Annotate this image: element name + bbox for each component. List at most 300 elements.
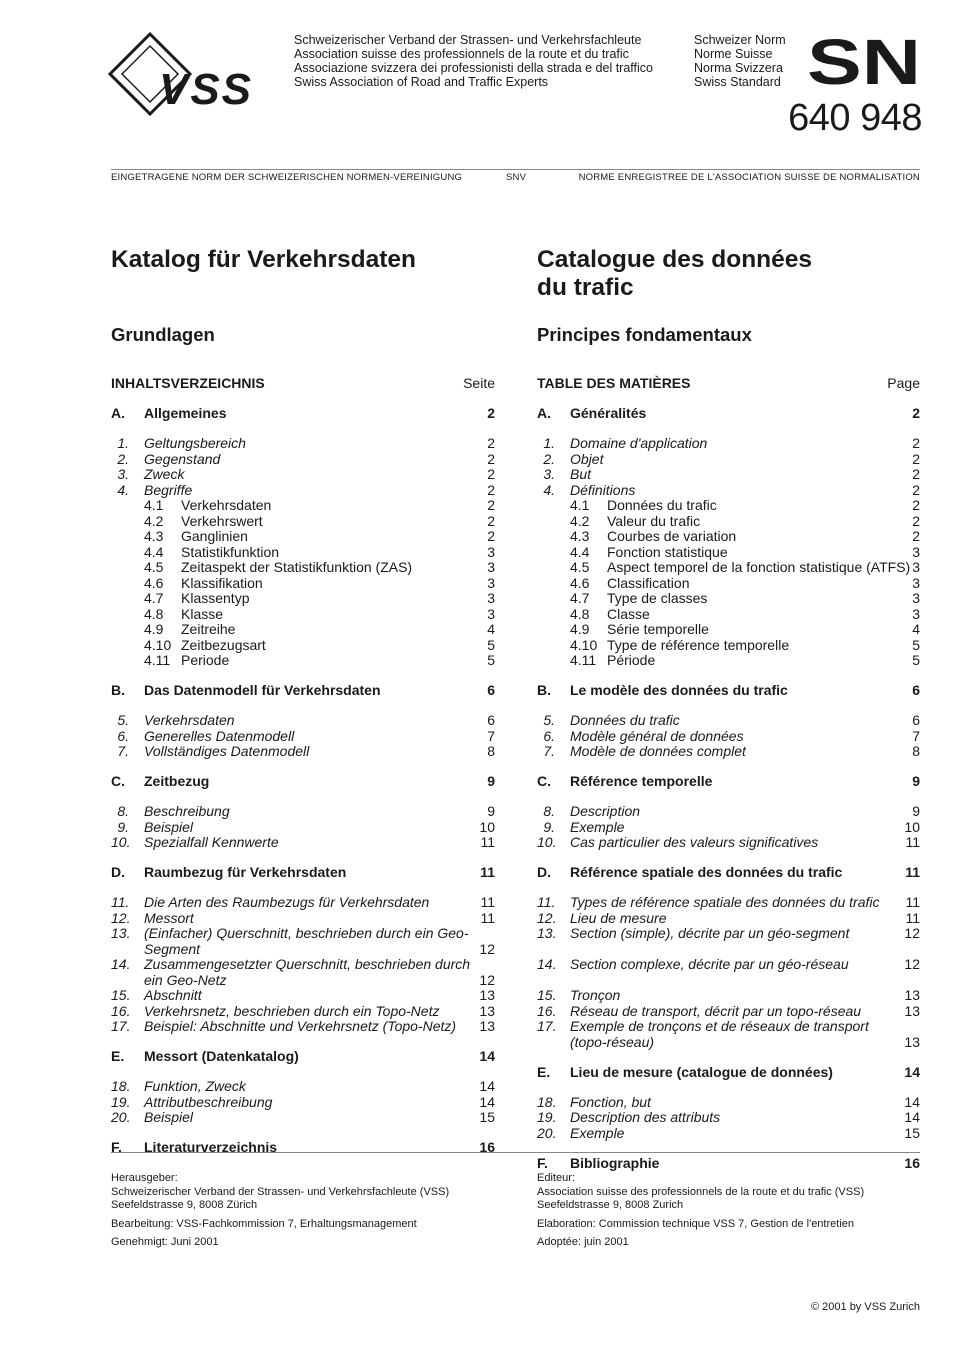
item-number: 7.	[543, 743, 555, 759]
item-title: Generelles Datenmodell	[144, 727, 295, 744]
subitem-number: 4.8	[144, 605, 164, 622]
toc-item	[111, 804, 495, 820]
subtitle-de: Grundlagen	[111, 324, 215, 345]
toc-subitem	[111, 653, 495, 669]
toc-item	[537, 452, 920, 468]
item-page: 9	[912, 803, 920, 819]
toc-subitem	[111, 498, 495, 514]
section-letter: D.	[537, 864, 551, 880]
toc-item	[111, 1095, 495, 1111]
item-number: 9.	[117, 818, 129, 835]
toc-item	[111, 1019, 495, 1035]
item-page: 2	[487, 466, 495, 482]
item-number: 17.	[537, 1018, 557, 1034]
section-letter: A.	[111, 405, 125, 421]
toc-spacer	[111, 881, 495, 896]
item-title: (Einfacher) Querschnitt, beschrieben durch ein Geo-Segment	[144, 925, 469, 957]
approval-date: Genehmigt: Juni 2001	[111, 1236, 219, 1248]
vss-logo-text: VSS	[158, 65, 254, 114]
item-title: Description	[570, 803, 641, 819]
toc-subitem	[111, 607, 495, 623]
subitem-page: 5	[912, 652, 920, 668]
norm-names	[694, 33, 786, 89]
toc-item	[537, 988, 920, 1004]
subitem-number: 4.9	[570, 621, 590, 637]
toc-spacer	[111, 699, 495, 714]
item-title: Données du trafic	[570, 712, 680, 728]
toc-item	[537, 957, 920, 988]
item-title: Zusammengesetzter Querschnitt, beschrieben durch ein Geo-Netz	[144, 956, 471, 988]
footer-fr	[537, 1172, 864, 1255]
subtitle-fr: Principes fondamentaux	[537, 324, 752, 345]
subitem-page: 3	[912, 543, 920, 560]
toc-item	[111, 835, 495, 851]
item-title: Beispiel: Abschnitte und Verkehrsnetz (Topo-Netz)	[144, 1018, 457, 1034]
toc-subitem	[111, 514, 495, 530]
subitem-title: Aspect temporel de la fonction statistique (ATFS)	[607, 559, 911, 575]
toc-spacer	[111, 669, 495, 684]
section-page: 6	[487, 682, 495, 698]
section-page: 9	[912, 773, 920, 789]
toc-subitem	[111, 576, 495, 592]
german-column	[111, 246, 495, 1155]
registration-fr: NORME ENREGISTREE DE L'ASSOCIATION SUISSE DE NORMALISATION	[578, 172, 920, 183]
toc-subitem	[537, 653, 920, 669]
item-page: 2	[487, 435, 495, 451]
item-number: 18.	[111, 1078, 131, 1094]
section-letter: F.	[111, 1139, 122, 1155]
item-title: Modèle général de données	[570, 727, 744, 744]
toc-spacer	[111, 790, 495, 805]
toc-item	[537, 483, 920, 499]
subitem-page: 3	[912, 590, 920, 606]
item-page: 15	[479, 1109, 495, 1125]
section-page: 16	[904, 1154, 920, 1171]
item-title: Beschreibung	[144, 803, 230, 819]
toc-subitem	[537, 622, 920, 638]
item-number: 12.	[111, 909, 131, 926]
toc-item	[537, 713, 920, 729]
toc-subitem	[111, 591, 495, 607]
item-page: 7	[912, 727, 920, 744]
section-page: 11	[905, 864, 920, 880]
item-title: Exemple de tronçons et de réseaux de transport (topo-réseau)	[570, 1018, 869, 1050]
item-number: 17.	[111, 1018, 131, 1034]
section-letter: C.	[537, 773, 551, 789]
section-page: 2	[912, 405, 920, 421]
section-title: Messort (Datenkatalog)	[144, 1048, 299, 1064]
toc-section	[111, 865, 495, 881]
item-page: 2	[912, 466, 920, 482]
section-page: 6	[912, 682, 920, 698]
toc-item	[537, 467, 920, 483]
subitem-page: 4	[912, 621, 920, 637]
footer-divider	[111, 1152, 920, 1153]
item-page: 14	[479, 1093, 495, 1110]
subitem-number: 4.2	[144, 512, 164, 529]
toc-item	[537, 835, 920, 851]
item-number: 10.	[111, 834, 131, 850]
item-number: 20.	[111, 1109, 131, 1125]
page-title-de: Katalog für Verkehrsdaten	[111, 246, 416, 273]
subitem-number: 4.2	[570, 512, 590, 529]
toc-item	[111, 957, 495, 988]
sn-logo-text: SN	[807, 36, 921, 86]
toc-item	[537, 926, 920, 957]
section-page: 9	[487, 773, 495, 789]
subitem-title: Ganglinien	[181, 528, 248, 544]
approval-date: Adoptée: juin 2001	[537, 1236, 629, 1248]
publisher-label: Herausgeber:	[111, 1172, 178, 1184]
toc-spacer	[111, 760, 495, 775]
subitem-title: Courbes de variation	[607, 528, 737, 544]
item-page: 11	[480, 834, 495, 850]
section-title: Zeitbezug	[144, 773, 210, 789]
item-number: 2.	[543, 450, 555, 467]
subitem-page: 3	[912, 574, 920, 591]
item-page: 11	[905, 909, 920, 926]
item-title: Types de référence spatiale des données du trafic	[570, 894, 880, 910]
norm-line: Norma Svizzera	[694, 61, 783, 75]
toc-subitem	[537, 514, 920, 530]
item-number: 14.	[537, 956, 557, 972]
subitem-title: Fonction statistique	[607, 543, 728, 560]
item-page: 2	[912, 450, 920, 467]
toc-item	[537, 729, 920, 745]
subitem-number: 4.5	[570, 559, 590, 575]
item-page: 8	[912, 743, 920, 759]
toc-spacer	[537, 422, 920, 437]
subitem-number: 4.4	[144, 543, 164, 560]
vss-logo	[108, 32, 294, 116]
item-page: 13	[904, 987, 920, 1003]
subitem-number: 4.9	[144, 621, 164, 637]
registration-snv: SNV	[506, 172, 527, 183]
item-number: 1.	[117, 435, 129, 451]
toc-item	[111, 1110, 495, 1126]
association-line: Swiss Association of Road and Traffic Experts	[294, 75, 549, 89]
item-number: 8.	[117, 803, 129, 819]
table-of-contents-fr	[537, 406, 920, 1186]
toc-subitem	[111, 622, 495, 638]
subitem-page: 3	[487, 543, 495, 560]
subitem-page: 5	[487, 652, 495, 668]
item-number: 6.	[543, 727, 555, 744]
subitem-title: Klassifikation	[181, 574, 263, 591]
toc-item	[537, 744, 920, 760]
item-title: Spezialfall Kennwerte	[144, 834, 279, 850]
toc-section	[537, 865, 920, 881]
document-number: 640 948	[788, 97, 922, 139]
toc-item	[537, 1110, 920, 1126]
item-title: Beispiel	[144, 1109, 194, 1125]
publisher-name: Schweizerischer Verband der Strassen- und Verkehrsfachleute (VSS)	[111, 1185, 450, 1198]
item-title: Verkehrsdaten	[144, 712, 235, 728]
toc-subitem	[537, 607, 920, 623]
toc-spacer	[111, 1126, 495, 1141]
toc-spacer	[111, 1156, 495, 1171]
subitem-title: Classification	[607, 574, 690, 591]
association-line: Association suisse des professionnels de la route et du trafic	[294, 47, 629, 61]
section-title: Le modèle des données du trafic	[570, 682, 788, 698]
subitem-page: 3	[487, 574, 495, 591]
section-title: Référence temporelle	[570, 773, 713, 789]
item-title: Zweck	[144, 466, 185, 482]
item-title: Verkehrsnetz, beschrieben durch ein Topo-Netz	[144, 1002, 440, 1019]
item-title: Section (simple), décrite par un géo-segment	[570, 925, 850, 941]
title-line: du trafic	[537, 274, 634, 301]
item-title: Geltungsbereich	[144, 435, 246, 451]
subitem-number: 4.6	[570, 574, 590, 591]
item-title: Funktion, Zweck	[144, 1078, 246, 1094]
toc-page-label: Page	[887, 375, 920, 391]
item-page: 10	[904, 818, 920, 835]
subitem-number: 4.10	[570, 636, 598, 653]
item-page: 2	[487, 450, 495, 467]
toc-item	[537, 1019, 920, 1050]
subitem-page: 5	[912, 636, 920, 653]
section-page: 11	[480, 864, 495, 880]
item-title: Lieu de mesure	[570, 909, 667, 926]
subitem-page: 4	[487, 621, 495, 637]
item-number: 16.	[537, 1002, 557, 1019]
subitem-number: 4.8	[570, 605, 590, 622]
item-page: 13	[904, 1033, 920, 1050]
section-title: Lieu de mesure (catalogue de données)	[570, 1063, 833, 1080]
toc-section	[537, 683, 920, 699]
toc-spacer	[537, 669, 920, 684]
toc-spacer	[111, 422, 495, 437]
section-page: 14	[904, 1063, 920, 1080]
toc-subitem	[111, 638, 495, 654]
toc-spacer	[537, 1141, 920, 1156]
toc-item	[111, 467, 495, 483]
subitem-number: 4.11	[570, 652, 597, 668]
subitem-number: 4.3	[570, 528, 590, 544]
norm-line: Norme Suisse	[694, 47, 773, 61]
item-number: 15.	[111, 987, 131, 1003]
toc-section	[111, 774, 495, 790]
item-number: 7.	[117, 743, 129, 759]
subitem-page: 2	[912, 512, 920, 529]
editing-note: Elaboration: Commission technique VSS 7, Gestion de l'entretien	[537, 1217, 854, 1230]
toc-label: TABLE DES MATIÈRES	[537, 375, 691, 391]
item-number: 6.	[117, 727, 129, 744]
subitem-title: Données du trafic	[607, 497, 717, 513]
item-title: Fonction, but	[570, 1093, 651, 1110]
subitem-title: Valeur du trafic	[607, 512, 701, 529]
subitem-title: Période	[607, 652, 656, 668]
toc-subitem	[537, 545, 920, 561]
item-page: 6	[912, 712, 920, 728]
item-title: Description des attributs	[570, 1109, 721, 1125]
toc-header-fr	[537, 375, 920, 393]
toc-item	[111, 926, 495, 957]
section-page: 16	[479, 1139, 495, 1155]
section-page: 2	[487, 405, 495, 421]
subitem-page: 3	[487, 605, 495, 622]
toc-subitem	[537, 591, 920, 607]
toc-section	[537, 406, 920, 422]
page-title-fr	[537, 246, 920, 308]
publisher-address: Seefeldstrasse 9, 8008 Zürich	[111, 1199, 258, 1211]
item-page: 12	[904, 956, 920, 972]
toc-item	[111, 483, 495, 499]
subitem-page: 2	[487, 528, 495, 544]
toc-section	[537, 1156, 920, 1172]
toc-spacer	[537, 699, 920, 714]
item-number: 16.	[111, 1002, 131, 1019]
toc-item	[111, 713, 495, 729]
sn-logo	[806, 36, 922, 86]
item-page: 11	[905, 834, 920, 850]
toc-section	[111, 1140, 495, 1156]
toc-spacer	[537, 1080, 920, 1095]
subitem-title: Série temporelle	[607, 621, 709, 637]
subitem-title: Zeitreihe	[181, 621, 236, 637]
section-letter: E.	[111, 1048, 125, 1064]
toc-item	[111, 911, 495, 927]
norm-line: Schweizer Norm	[694, 33, 786, 47]
toc-subitem	[111, 560, 495, 576]
section-title: Allgemeines	[144, 405, 227, 421]
item-page: 13	[479, 987, 495, 1003]
item-page: 7	[487, 727, 495, 744]
item-title: Gegenstand	[144, 450, 221, 467]
subitem-number: 4.6	[144, 574, 164, 591]
toc-spacer	[111, 1065, 495, 1080]
subitem-title: Type de classes	[607, 590, 708, 606]
item-number: 2.	[117, 450, 129, 467]
publisher-label: Editeur:	[537, 1172, 575, 1184]
item-page: 13	[479, 1018, 495, 1034]
section-title: Raumbezug für Verkehrsdaten	[144, 864, 347, 880]
subitem-number: 4.11	[144, 652, 171, 668]
item-page: 12	[479, 971, 495, 988]
item-number: 19.	[537, 1109, 557, 1125]
item-title: Beispiel	[144, 818, 194, 835]
subitem-number: 4.5	[144, 559, 164, 575]
toc-item	[537, 1095, 920, 1111]
item-number: 11.	[111, 894, 130, 910]
toc-item	[537, 895, 920, 911]
item-page: 14	[904, 1093, 920, 1110]
footer-de	[111, 1172, 449, 1255]
subitem-page: 2	[487, 512, 495, 529]
association-names	[294, 33, 653, 89]
toc-subitem	[537, 560, 920, 576]
item-page: 9	[487, 803, 495, 819]
subitem-title: Statistikfunktion	[181, 543, 280, 560]
item-number: 13.	[537, 925, 557, 941]
section-letter: D.	[111, 864, 125, 880]
table-of-contents-de	[111, 406, 495, 1170]
toc-subitem	[537, 638, 920, 654]
item-title: Exemple	[570, 818, 625, 835]
french-column	[537, 246, 920, 1171]
item-page: 6	[487, 712, 495, 728]
item-page: 2	[912, 481, 920, 498]
toc-section	[537, 774, 920, 790]
item-number: 18.	[537, 1093, 557, 1110]
toc-item	[537, 436, 920, 452]
toc-spacer	[537, 760, 920, 775]
item-title: Cas particulier des valeurs significatives	[570, 834, 819, 850]
item-number: 14.	[111, 956, 131, 972]
item-page: 11	[480, 894, 495, 910]
toc-header-de	[111, 375, 495, 393]
subitem-number: 4.7	[144, 590, 164, 606]
item-title: Abschnitt	[144, 987, 202, 1003]
toc-item	[537, 820, 920, 836]
toc-page-label: Seite	[463, 375, 495, 391]
header-divider	[111, 169, 920, 170]
section-title: Généralités	[570, 405, 647, 421]
subitem-number: 4.1	[570, 497, 590, 513]
section-letter: B.	[111, 682, 125, 698]
section-title: Literaturverzeichnis	[144, 1139, 278, 1155]
item-number: 4.	[543, 481, 555, 498]
section-letter: F.	[537, 1154, 548, 1171]
toc-item	[111, 1004, 495, 1020]
item-number: 12.	[537, 909, 557, 926]
subitem-page: 2	[912, 497, 920, 513]
item-number: 9.	[543, 818, 555, 835]
item-number: 4.	[117, 481, 129, 498]
toc-subitem	[537, 529, 920, 545]
subitem-page: 3	[487, 559, 495, 575]
toc-section	[111, 683, 495, 699]
toc-label: INHALTSVERZEICHNIS	[111, 375, 265, 391]
item-title: Vollständiges Datenmodell	[144, 743, 310, 759]
toc-item	[537, 804, 920, 820]
item-number: 5.	[117, 712, 129, 728]
subitem-title: Verkehrswert	[181, 512, 263, 529]
subitem-title: Type de référence temporelle	[607, 636, 790, 653]
toc-subitem	[537, 576, 920, 592]
subitem-page: 3	[487, 590, 495, 606]
toc-spacer	[537, 790, 920, 805]
item-number: 10.	[537, 834, 557, 850]
section-letter: B.	[537, 682, 551, 698]
subitem-number: 4.1	[144, 497, 164, 513]
title-line: Catalogue des données	[537, 246, 813, 273]
item-number: 5.	[543, 712, 555, 728]
subitem-page: 3	[912, 559, 920, 575]
toc-item	[111, 452, 495, 468]
item-page: 12	[904, 925, 920, 941]
item-page: 13	[904, 1002, 920, 1019]
association-line: Schweizerischer Verband der Strassen- und Verkehrsfachleute	[294, 33, 642, 47]
item-title: Définitions	[570, 481, 636, 498]
item-page: 8	[487, 743, 495, 759]
toc-item	[111, 729, 495, 745]
item-page: 15	[904, 1124, 920, 1141]
toc-item	[537, 1126, 920, 1142]
section-title: Bibliographie	[570, 1154, 660, 1171]
subitem-number: 4.4	[570, 543, 590, 560]
subitem-page: 3	[912, 605, 920, 622]
toc-item	[111, 820, 495, 836]
registration-de: EINGETRAGENE NORM DER SCHWEIZERISCHEN NORMEN-VEREINIGUNG	[111, 172, 463, 183]
item-page: 13	[479, 1002, 495, 1019]
item-title: Begriffe	[144, 481, 193, 498]
subitem-title: Klassentyp	[181, 590, 250, 606]
item-title: Section complexe, décrite par un géo-réseau	[570, 956, 849, 972]
subitem-number: 4.7	[570, 590, 590, 606]
item-page: 11	[480, 909, 495, 926]
item-title: Attributbeschreibung	[144, 1093, 273, 1110]
